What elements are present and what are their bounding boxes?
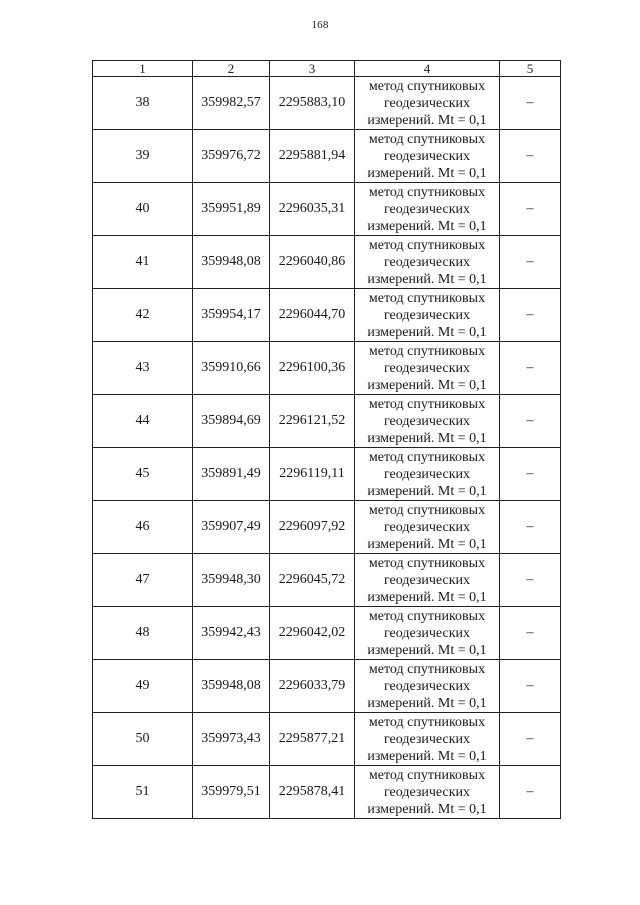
table-row bbox=[93, 395, 561, 448]
method-description bbox=[355, 713, 500, 766]
method-line: измерений. Mt = 0,1 bbox=[367, 748, 487, 764]
table-row bbox=[93, 766, 561, 819]
header-col-4: 4 bbox=[355, 61, 500, 77]
coordinate-x: 359982,57 bbox=[193, 77, 270, 130]
coordinate-y: 2296121,52 bbox=[270, 395, 355, 448]
coordinate-x: 359973,43 bbox=[193, 713, 270, 766]
coordinate-x: 359976,72 bbox=[193, 130, 270, 183]
method-line: геодезических bbox=[383, 413, 470, 429]
table-row bbox=[93, 501, 561, 554]
method-description bbox=[355, 501, 500, 554]
method-line: геодезических bbox=[383, 784, 470, 800]
point-number: 45 bbox=[93, 448, 193, 501]
method-line: метод спутниковых bbox=[368, 237, 486, 253]
page-number: 168 bbox=[311, 19, 329, 31]
method-line: геодезических bbox=[383, 95, 470, 111]
method-description bbox=[355, 554, 500, 607]
method-line: геодезических bbox=[383, 307, 470, 323]
table-row bbox=[93, 77, 561, 130]
coordinate-y: 2296042,02 bbox=[270, 607, 355, 660]
method-line: геодезических bbox=[383, 466, 470, 482]
coordinate-y: 2296044,70 bbox=[270, 289, 355, 342]
method-line: геодезических bbox=[383, 731, 470, 747]
point-number: 39 bbox=[93, 130, 193, 183]
coordinate-y: 2296035,31 bbox=[270, 183, 355, 236]
method-line: измерений. Mt = 0,1 bbox=[367, 377, 487, 393]
method-description bbox=[355, 342, 500, 395]
table-body bbox=[93, 77, 561, 819]
point-number: 47 bbox=[93, 554, 193, 607]
method-line: метод спутниковых bbox=[368, 767, 486, 783]
note-dash: – bbox=[500, 448, 561, 501]
note-dash: – bbox=[500, 395, 561, 448]
table-row bbox=[93, 236, 561, 289]
note-dash: – bbox=[500, 289, 561, 342]
method-line: метод спутниковых bbox=[368, 343, 486, 359]
method-line: геодезических bbox=[383, 201, 470, 217]
coordinate-x: 359942,43 bbox=[193, 607, 270, 660]
method-line: измерений. Mt = 0,1 bbox=[367, 271, 487, 287]
method-line: измерений. Mt = 0,1 bbox=[367, 165, 487, 181]
method-line: измерений. Mt = 0,1 bbox=[367, 430, 487, 446]
header-col-5: 5 bbox=[500, 61, 561, 77]
method-description bbox=[355, 289, 500, 342]
method-line: геодезических bbox=[383, 254, 470, 270]
method-line: метод спутниковых bbox=[368, 449, 486, 465]
point-number: 49 bbox=[93, 660, 193, 713]
method-description bbox=[355, 130, 500, 183]
coordinate-x: 359951,89 bbox=[193, 183, 270, 236]
note-dash: – bbox=[500, 130, 561, 183]
method-description bbox=[355, 77, 500, 130]
method-description bbox=[355, 766, 500, 819]
coordinate-x: 359948,30 bbox=[193, 554, 270, 607]
table-row bbox=[93, 660, 561, 713]
coordinate-y: 2296040,86 bbox=[270, 236, 355, 289]
coordinate-x: 359891,49 bbox=[193, 448, 270, 501]
coordinate-y: 2295878,41 bbox=[270, 766, 355, 819]
method-line: измерений. Mt = 0,1 bbox=[367, 536, 487, 552]
header-col-3: 3 bbox=[270, 61, 355, 77]
point-number: 48 bbox=[93, 607, 193, 660]
point-number: 38 bbox=[93, 77, 193, 130]
method-description bbox=[355, 395, 500, 448]
table-header bbox=[93, 61, 561, 77]
method-line: измерений. Mt = 0,1 bbox=[367, 695, 487, 711]
point-number: 51 bbox=[93, 766, 193, 819]
method-line: измерений. Mt = 0,1 bbox=[367, 324, 487, 340]
coordinates-table bbox=[92, 60, 561, 819]
method-line: измерений. Mt = 0,1 bbox=[367, 483, 487, 499]
point-number: 41 bbox=[93, 236, 193, 289]
method-line: измерений. Mt = 0,1 bbox=[367, 642, 487, 658]
point-number: 44 bbox=[93, 395, 193, 448]
method-line: геодезических bbox=[383, 148, 470, 164]
method-line: измерений. Mt = 0,1 bbox=[367, 801, 487, 817]
method-line: метод спутниковых bbox=[368, 290, 486, 306]
coordinate-y: 2295883,10 bbox=[270, 77, 355, 130]
coordinate-x: 359948,08 bbox=[193, 236, 270, 289]
coordinate-y: 2296100,36 bbox=[270, 342, 355, 395]
table-row bbox=[93, 183, 561, 236]
note-dash: – bbox=[500, 766, 561, 819]
header-col-1: 1 bbox=[93, 61, 193, 77]
coordinate-x: 359948,08 bbox=[193, 660, 270, 713]
method-line: измерений. Mt = 0,1 bbox=[367, 112, 487, 128]
method-line: геодезических bbox=[383, 678, 470, 694]
method-line: метод спутниковых bbox=[368, 661, 486, 677]
method-line: метод спутниковых bbox=[368, 608, 486, 624]
coordinate-x: 359954,17 bbox=[193, 289, 270, 342]
note-dash: – bbox=[500, 713, 561, 766]
note-dash: – bbox=[500, 183, 561, 236]
coordinate-y: 2295877,21 bbox=[270, 713, 355, 766]
point-number: 42 bbox=[93, 289, 193, 342]
header-col-2: 2 bbox=[193, 61, 270, 77]
method-description bbox=[355, 183, 500, 236]
note-dash: – bbox=[500, 342, 561, 395]
method-line: геодезических bbox=[383, 519, 470, 535]
point-number: 46 bbox=[93, 501, 193, 554]
table-row bbox=[93, 713, 561, 766]
method-description bbox=[355, 236, 500, 289]
table-row bbox=[93, 448, 561, 501]
note-dash: – bbox=[500, 501, 561, 554]
method-line: метод спутниковых bbox=[368, 184, 486, 200]
method-line: геодезических bbox=[383, 572, 470, 588]
note-dash: – bbox=[500, 77, 561, 130]
coordinate-y: 2296097,92 bbox=[270, 501, 355, 554]
coordinate-x: 359894,69 bbox=[193, 395, 270, 448]
coordinate-x: 359907,49 bbox=[193, 501, 270, 554]
method-line: метод спутниковых bbox=[368, 131, 486, 147]
point-number: 40 bbox=[93, 183, 193, 236]
point-number: 43 bbox=[93, 342, 193, 395]
coordinate-y: 2296033,79 bbox=[270, 660, 355, 713]
method-line: метод спутниковых bbox=[368, 714, 486, 730]
method-description bbox=[355, 607, 500, 660]
method-line: измерений. Mt = 0,1 bbox=[367, 218, 487, 234]
point-number: 50 bbox=[93, 713, 193, 766]
note-dash: – bbox=[500, 607, 561, 660]
method-line: геодезических bbox=[383, 625, 470, 641]
coordinate-y: 2295881,94 bbox=[270, 130, 355, 183]
method-line: геодезических bbox=[383, 360, 470, 376]
method-line: измерений. Mt = 0,1 bbox=[367, 589, 487, 605]
table-row bbox=[93, 342, 561, 395]
method-description bbox=[355, 660, 500, 713]
table-row bbox=[93, 607, 561, 660]
coordinate-y: 2296045,72 bbox=[270, 554, 355, 607]
note-dash: – bbox=[500, 554, 561, 607]
table-row bbox=[93, 554, 561, 607]
method-description bbox=[355, 448, 500, 501]
coordinate-x: 359979,51 bbox=[193, 766, 270, 819]
method-line: метод спутниковых bbox=[368, 502, 486, 518]
table-row bbox=[93, 130, 561, 183]
method-line: метод спутниковых bbox=[368, 555, 486, 571]
method-line: метод спутниковых bbox=[368, 396, 486, 412]
coordinate-x: 359910,66 bbox=[193, 342, 270, 395]
note-dash: – bbox=[500, 660, 561, 713]
coordinate-y: 2296119,11 bbox=[270, 448, 355, 501]
header-row bbox=[93, 61, 561, 77]
note-dash: – bbox=[500, 236, 561, 289]
table-row bbox=[93, 289, 561, 342]
method-line: метод спутниковых bbox=[368, 78, 486, 94]
